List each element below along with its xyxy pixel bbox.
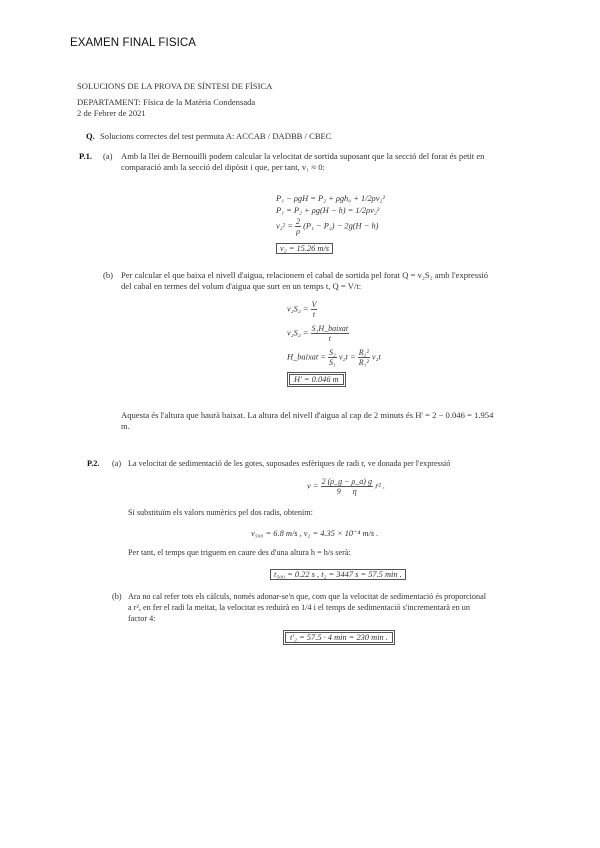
p1-a-eq3-rhs: (P₁ − P₂) − 2g(H − h) <box>303 221 379 231</box>
p1-b-eq3-lhs: H_baixat = <box>287 352 326 362</box>
p1-b-label: (b) <box>103 270 114 280</box>
p1-b-eq3-fraction-1 <box>328 348 337 367</box>
p1-b-eq2-fraction <box>311 324 350 343</box>
p1-b-eq1-fraction <box>311 300 318 319</box>
p1-b-eq3-fraction-2 <box>358 348 370 367</box>
p1-b-eq3-den: S₁ <box>329 358 336 367</box>
p2-a-text-1: La velocitat de sedimentació de les gotes, suposades esfèriques de radi r, ve donada per l'expressió <box>128 459 451 468</box>
p1-b-equation-3 <box>287 348 381 367</box>
p1-b-equation-1 <box>287 300 317 319</box>
p1-b-result <box>287 374 346 385</box>
p2-b-text-2: a r², en fer el radi la meitat, la velocitat es reduirà en 1/4 i el temps de sedimentació s'incrementarà en un <box>128 603 470 612</box>
p1-b-eq3-num2: R₂² <box>358 348 369 357</box>
p1-b-text-1: Per calcular el que baixa el nivell d'aigua, relacionem el cabal de sortida pel forat Q = v₂S₂ amb l'expressió <box>121 270 489 280</box>
p1-a-result-box: v₂ = 15.26 m/s <box>276 243 333 254</box>
p1-a-label: (a) <box>103 151 113 161</box>
p2-a-eq-den: 9 η <box>336 487 357 496</box>
doc-date: 2 de Febrer de 2021 <box>77 108 146 118</box>
p2-a-eq-rhs: r² . <box>375 481 386 491</box>
p1-a-text-2: comparació amb la secció del dipòsit i que, per tant, v₁ ≈ 0: <box>121 162 325 172</box>
exam-title: EXAMEN FINAL FISICA <box>70 37 197 49</box>
p1-b-eq2-den: t <box>328 334 331 343</box>
p2-a-result <box>270 569 406 580</box>
p1-b-after-1: Aquesta és l'altura que haurà baixat. La altura del nivell d'aigua al cap de 2 minuts és H' = 2 − 0.046 = 1.954 <box>121 410 494 420</box>
p2-a-label: (a) <box>112 459 122 468</box>
q-text: Solucions correctes del test permuta A: ACCAB / DADBB / CBEC <box>100 131 332 141</box>
p2-b-text-3: factor 4: <box>128 614 156 623</box>
p1-b-text-2: del cabal en termes del volum d'aigua que surt en un temps t, Q = V/t: <box>121 281 362 291</box>
p1-a-result <box>276 243 333 254</box>
doc-department: DEPARTAMENT: Física de la Matèria Condensada <box>77 97 256 107</box>
p1-a-equation-1: P₁ − ρgH = P₂ + ρgh₀ + 1/2ρv₂² <box>276 194 385 203</box>
p2-a-text-3: Per tant, el temps que triguem en caure des d'una altura h = h/s serà: <box>128 548 351 557</box>
p1-a-equation-2: P₁ = P₂ + ρg(H − h) = 1/2ρv₂² <box>276 206 380 215</box>
p2-b-label: (b) <box>112 592 122 601</box>
p1-b-eq1-lhs: v₂S₂ = <box>287 304 309 314</box>
p1-b-eq3-mid: v₂t = <box>338 352 356 362</box>
p1-a-text-1: Amb la llei de Bernouilli podem calcular la velocitat de sortida suposant que la secció del forat és petit en <box>121 151 485 161</box>
p1-b-equation-2 <box>287 324 349 343</box>
p1-b-result-box: H' = 0.046 m <box>287 372 346 387</box>
p1-a-eq3-fraction <box>295 217 301 236</box>
p2-a-equation <box>307 477 385 496</box>
doc-heading: SOLUCIONS DE LA PROVA DE SÍNTESI DE FÍSICA <box>77 81 273 91</box>
p2-a-eq-num: 2 (ρ_g − ρ_a) g <box>321 477 372 486</box>
p2-a-eq-fraction <box>321 477 373 496</box>
p1-a-equation-3 <box>276 217 378 236</box>
q-label: Q. <box>86 131 95 141</box>
p2-b-result-box: t'₂ = 57.5 · 4 min = 230 min . <box>283 630 395 645</box>
p1-b-eq1-num: V <box>311 300 317 309</box>
p1-a-eq3-num: 2 <box>295 217 300 226</box>
p1-label: P.1. <box>79 151 93 161</box>
p2-b-text-1: Ara no cal refer tots els càlculs, només adonar-se'n que, com que la velocitat de sedimentació és proporcional <box>128 592 487 601</box>
p2-label: P.2. <box>87 459 100 468</box>
p1-b-eq3-num: S₂ <box>329 348 336 357</box>
p1-b-eq2-lhs: v₂S₂ = <box>287 328 309 338</box>
p1-b-eq1-den: t <box>312 310 316 319</box>
p2-a-equation-2: v₅₀₀ = 6.8 m/s , v₂ = 4.35 × 10⁻⁴ m/s . <box>251 529 379 538</box>
p2-a-result-box: t₅₀₀ = 0.22 s , t₂ = 3447 s = 57.5 min . <box>270 569 406 580</box>
p1-b-after-2: m. <box>121 421 130 431</box>
p2-a-text-2: Si substituïm els valors numèrics pel dos radis, obtenim: <box>128 508 313 517</box>
p1-b-eq3-den2: R₁² <box>358 358 369 367</box>
p2-a-eq-lhs: v = <box>307 481 319 491</box>
p1-b-eq2-num: S₁H_baixat <box>311 324 349 333</box>
p1-b-eq3-end: v₂t <box>371 352 381 362</box>
p1-a-eq3-den: ρ <box>296 227 300 236</box>
p1-a-eq3-lhs: v₂² = <box>276 221 293 231</box>
p2-b-result <box>283 632 395 643</box>
